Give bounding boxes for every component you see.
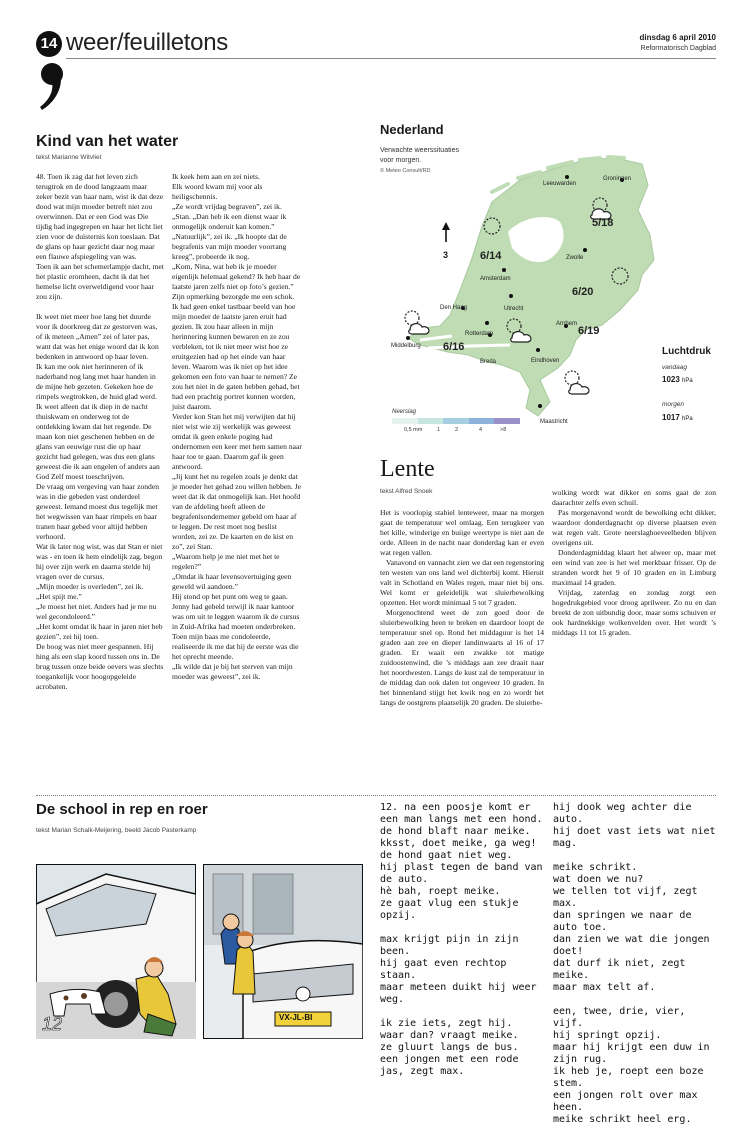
comic-line: een, twee, drie, vier, vijf. xyxy=(553,1006,686,1029)
temperature-label: 6/16 xyxy=(443,341,465,353)
temperature-label: 6/19 xyxy=(578,325,600,337)
city-label: Amsterdam xyxy=(480,276,511,282)
comic-line: een jongen rolt over max heen. xyxy=(553,1090,698,1113)
comic-line: een jongen met een rode jas, zegt max. xyxy=(380,1054,519,1077)
legend-swatch xyxy=(392,418,418,424)
lente-paragraph: Morgenochtend weet de zon goed door de sluierbewolking heen te breken en daardoor loopt de temperatuur snel op. Rond het middaguur is het 14 graden aan zee en dieper landinwaarts al 16 of 17 graden. Er waait een zwakke tot matige zuidoostenwind, die ’s middags aan zee draait naar het noordwesten. Langs de kust zal de temperatuur in de middag dan ook dalen tot ongeveer 10 graden. In het binnenland stijgt het kwik nog en zo wordt het langs de oostgrens plaatselijk 20 graden. De sluierbe- xyxy=(380,608,544,707)
city-label: Middelburg xyxy=(391,343,421,349)
story-paragraph: Ik weet niet meer hoe lang het duurde voor ik doorkreeg dat ze gestorven was, of ik meteen „Amen” zei of later pas, want dat was het enige woord dat ik kon bedenken in antwoord op haar leven. xyxy=(36,312,159,361)
comic-line: hij dook weg achter die auto. xyxy=(553,802,692,825)
pressure-today: 1023 hPa xyxy=(662,375,693,384)
comic-line: ze gluurt langs de bus. xyxy=(380,1042,519,1053)
story-paragraph: „Ze wordt vrijdag begraven”, zei ik. xyxy=(172,202,282,211)
precip-legend-bar xyxy=(392,418,520,424)
lente-paragraph: Donderdagmiddag klaart het alweer op, maar met een wind van zee is het wel merkbaar frisser. Op de stranden wordt het 9 of 10 graden en in Limburg maximaal 14 graden. xyxy=(552,548,716,587)
comic-line: meike schrikt heel erg. xyxy=(553,1114,692,1125)
story-paragraph: Ik kan me ook niet herinneren of ik naderhand nog lang met haar handen in de mijne heb gezeten. Gekeken hoe de rimpels wegtrokken, de huid glad werd. xyxy=(36,362,157,401)
legend-swatch xyxy=(494,418,520,424)
comic-byline: tekst Marian Schalk-Meijering, beeld Jacob Pasterkamp xyxy=(36,827,197,834)
story-paragraph: Elk woord kwam mij voor als heiligschennis. xyxy=(172,182,263,201)
comic-column-2 xyxy=(553,802,717,1126)
city-label: Groningen xyxy=(603,176,632,182)
city-label: Utrecht xyxy=(504,306,524,312)
story-column-1 xyxy=(36,172,164,692)
comic-line: 12. na een poosje komt er een man langs met een hond. xyxy=(380,802,543,825)
pressure-today-label: vandaag xyxy=(662,364,687,371)
map-subtitle: Verwachte weerssituaties xyxy=(380,147,459,154)
story-paragraph: Ik keek hem aan en zei niets. xyxy=(172,172,260,181)
city-label: Arnhem xyxy=(556,321,578,327)
comic-line: dan zien we wat die jongen doet! xyxy=(553,934,710,957)
story-paragraph: „Je moest het niet. Anders had je me nu wel gecondoleerd.” xyxy=(36,602,157,621)
lente-paragraph: Het is voorlopig stabiel lenteweer, maar na morgen gaat de temperatuur wel omlaag. Een terugkeer van het kille, winderige en buiige weertype is niet aan de orde. Alleen in de nacht naar donderdag kan er even wat regen vallen. xyxy=(380,508,544,557)
lente-paragraph: Vanavond en vannacht zien we dat een regenstoring ten westen van ons land wel dichterbij komt. Hieruit valt in Schotland en Wales regen, maar niet bij ons. Wel komt er geleidelijk wat sluierbewolking opzetten. Het wordt minimaal 5 tot 7 graden. xyxy=(380,558,544,607)
comic-line: ik heb je, roept een boze stem. xyxy=(553,1066,704,1089)
city-label: Den Haag xyxy=(440,305,468,311)
section-title: weer/feuilletons xyxy=(66,29,228,56)
city-label: Rotterdam xyxy=(465,331,494,337)
newspaper-name: Reformatorisch Dagblad xyxy=(640,45,716,52)
story-paragraph: Verder kon Stan het mij verwijten dat hij niet wist wie zij werkelijk was geweest omdat ik geen enkele poging had ondernomen een keer met hem samen naar haar toe te gaan. Daarom gaf ik geen antwoord. xyxy=(172,412,302,471)
comic-line: de hond gaat niet weg. xyxy=(380,850,513,861)
city-label: Leeuwarden xyxy=(543,181,577,187)
comma-logo-icon xyxy=(38,62,64,112)
city-label: Zwolle xyxy=(566,255,584,261)
temperature-label: 6/20 xyxy=(572,286,594,298)
comic-line: ze gaat vlug een stukje opzij. xyxy=(380,898,519,921)
story-paragraph: „Natuurlijk”, zei ik. „Ik hoopte dat de begrafenis van mijn moeder voorrang kreeg”, probeerde ik nog. xyxy=(172,232,287,261)
comic-line: hij doet vast iets wat niet mag. xyxy=(553,826,716,849)
lente-column-2 xyxy=(552,488,716,638)
issue-date: dinsdag 6 april 2010 xyxy=(639,33,716,42)
license-plate: VX-JL-BI xyxy=(279,1013,313,1022)
lente-paragraph: Vrijdag, zaterdag en zondag zorgt een hogedrukgebied voor droog aprilweer. Zo nu en dan breekt de zon uitbundig door, maar soms schuiven er ook hardnekkige wolkenvelden over. Het wordt ’s middags 11 tot 15 graden. xyxy=(552,588,716,637)
comic-title: De school in rep en roer xyxy=(36,801,208,818)
story-paragraph: Jenny had gebeld terwijl ik naar kantoor was om uit te leggen waarom ik de cursus in Zuid-Afrika had moeten onderbreken. Toen mijn baas me condoleerde, realiseerde ik me dat hij de eerste was die het oprecht meende. xyxy=(172,602,300,661)
comic-line: hij plast tegen de band van de auto. xyxy=(380,862,543,885)
lente-byline: tekst Alfred Snoek xyxy=(380,488,433,495)
legend-tick: 1 xyxy=(437,427,441,433)
comic-line: waar dan? vraagt meike. xyxy=(380,1030,519,1041)
legend-swatch xyxy=(443,418,469,424)
city-label: Breda xyxy=(480,359,497,365)
city-label: Eindhoven xyxy=(531,358,560,364)
story-paragraph: Ik weet alleen dat ik diep in de nacht thuiskwam en onderweg tot de ontdekking kwam dat het regende. De maan kon niet geschenen hebben en de glans van eeuwige rust die op haar gezicht had gelegen, was dus een glans geweest die ik aan engelen of anders aan God Zelf moest toeschrijven. xyxy=(36,402,160,481)
comic-line: max krijgt pijn in zijn been. xyxy=(380,934,519,957)
temperature-label: 6/14 xyxy=(480,250,502,262)
story-title: Kind van het water xyxy=(36,133,179,150)
comic-line: maar meteen duikt hij weer weg. xyxy=(380,982,537,1005)
legend-tick: 4 xyxy=(479,427,483,433)
story-paragraph: Zijn opmerking bezorgde me een schok. Ik had geen enkel tastbaar beeld van hoe mijn moeder de laatste jaren eruit had gezien. Ik zou haar alleen in mijn herinnering kunnen bewaren en ze zou verbleken, tot ik niet meer wist hoe ze eruitgezien had op het einde van haar leven. Waarom was ik niet op het idee gekomen een foto van haar te nemen? Ze zou het niet in de gaten hebben gehad, het had een prachtig portret kunnen worden, juist daarom. xyxy=(172,292,300,411)
map-subtitle: voor morgen. xyxy=(380,157,422,164)
temperature-label: 5/18 xyxy=(592,217,614,229)
story-paragraph: 48. Toen ik zag dat het leven zich terugtrok en de dood langzaam maar zeker bezit van haar nam, wist ik dat deze dood wat mijn moeder betreft niet zou overwinnen. Dat er een God was Die tijdig had ingegrepen en haar het licht liet zien voor de duisternis kon toeslaan. Dat de glans op haar gezicht daar nog maar een flauwe afspiegeling van was. xyxy=(36,172,164,261)
lente-paragraph: Pas morgenavond wordt de bewolking echt dikker, waardoor donderdagnacht op diverse plaatsen even wat regen valt. Grote neerslaghoeveelheden blijven overigens uit. xyxy=(552,508,716,547)
sun-cloud-icon xyxy=(405,311,429,334)
comic-line: dan springen we naar de auto toe. xyxy=(553,910,692,933)
lente-title: Lente xyxy=(380,456,435,482)
story-paragraph: „Stan. „Dan heb ik een dienst waar ik onmogelijk onderuit kan komen.” xyxy=(172,212,287,231)
story-paragraph: „Het komt omdat ik haar in jaren niet heb gezien”, zei hij toen. xyxy=(36,622,163,641)
panel-number: 12 xyxy=(42,1014,63,1034)
story-paragraph: De vraag om vergeving van haar zonden was in die gebeden vast onderdeel geweest. Iemand moest dus tegelijk met het wegwissen van haar rimpels en haar tranen haar gebed voor altijd hebben verhoord. xyxy=(36,482,159,541)
comic-line: de hond blaft naar meike. xyxy=(380,826,531,837)
story-paragraph: „Omdat ik haar levensovertuiging geen geweld wil aandoen.” xyxy=(172,572,292,591)
story-paragraph: „Het spijt me.” xyxy=(36,592,82,601)
section-divider xyxy=(36,795,716,796)
header-divider xyxy=(66,58,716,59)
comic-line: dat durf ik niet, zegt meike. xyxy=(553,958,686,981)
comic-line: ik zie iets, zegt hij. xyxy=(380,1018,513,1029)
illustration-panel-1 xyxy=(36,864,196,1039)
story-column-2 xyxy=(172,172,302,682)
story-paragraph: „Jij kunt het nu regelen zoals je denkt dat je moeder het gehad zou willen hebben. Je weet dat ik dat onmogelijk kan. Het hoofd van de afdeling heeft alleen de begrafenisondernemer gebeld om haar af te leggen. De rest moet nog beslist worden, zei ze. De kaarten en de kist en zo”, zei Stan. xyxy=(172,472,302,551)
comic-line: kksst, doet meike, ga weg! xyxy=(380,838,537,849)
legend-tick: >8 xyxy=(500,427,507,433)
comic-line: hij gaat even rechtop staan. xyxy=(380,958,507,981)
legend-swatch xyxy=(469,418,495,424)
map-title: Nederland xyxy=(380,122,444,137)
story-paragraph: Toen ik aan het schemerlampje dacht, met het plastic eromheen, dacht ik dat het hemelse licht overweldigend voor haar zou zijn. xyxy=(36,262,164,301)
lente-paragraph: wolking wordt wat dikker en soms gaat de zon daarachter zelfs even schuil. xyxy=(552,488,716,507)
comic-column-1 xyxy=(380,802,544,1078)
legend-tick: 0,5 mm xyxy=(404,427,423,433)
pressure-tomorrow-label: morgen xyxy=(662,401,685,408)
comic-line: maar hij krijgt een duw in zijn rug. xyxy=(553,1042,710,1065)
story-paragraph: Wat ik later nog wist, was dat Stan er niet was - en toen ik hem eindelijk zag, begon hij over zijn werk en daarna stelde hij vragen over de cursus. xyxy=(36,542,163,581)
story-paragraph: De boog was niet meer gespannen. Hij hing als een slap koord tussen ons in. De brug tussen onze beide oevers was slechts toegankelijk voor hoogopgeleide acrobaten. xyxy=(36,642,164,691)
lente-column-1 xyxy=(380,508,544,708)
pressure-title: Luchtdruk xyxy=(662,346,711,357)
comic-line: maar max telt af. xyxy=(553,982,656,993)
legend-tick: 2 xyxy=(455,427,459,433)
story-byline: tekst Marianne Witvliet xyxy=(36,154,102,161)
city-label: Maastricht xyxy=(540,419,568,425)
comic-line: wat doen we nu? xyxy=(553,874,644,885)
page-number: 14 xyxy=(36,31,62,57)
story-paragraph: „Kom, Nina, wat heb ik je moeder eigenlijk helemaal gekend? Ik heb haar de laatste jaren zelfs niet op foto’s gezien.” xyxy=(172,262,301,291)
story-paragraph: „Mijn moeder is overleden”, zei ik. xyxy=(36,582,144,591)
map-credit: © Meteo Consult/RD xyxy=(380,168,431,174)
legend-swatch xyxy=(418,418,444,424)
precip-legend-label: Neerslag xyxy=(392,409,417,415)
comic-line: meike schrikt. xyxy=(553,862,638,873)
wind-speed: 3 xyxy=(443,250,449,260)
story-paragraph: Hij stond op het punt om weg te gaan. xyxy=(172,592,288,601)
land-shape xyxy=(408,158,654,416)
comic-line: hij springt opzij. xyxy=(553,1030,662,1041)
wind-arrow-icon xyxy=(442,222,450,242)
pressure-tomorrow: 1017 hPa xyxy=(662,413,693,422)
story-paragraph: „Waarom help je me niet met het te regelen?” xyxy=(172,552,280,571)
comic-line: hè bah, roept meike. xyxy=(380,886,501,897)
story-paragraph: „Ik wilde dat je bij het sterven van mijn moeder was geweest”, zei ik. xyxy=(172,662,293,681)
sun-cloud-icon xyxy=(565,371,589,394)
comic-line: we tellen tot vijf, zegt max. xyxy=(553,886,698,909)
